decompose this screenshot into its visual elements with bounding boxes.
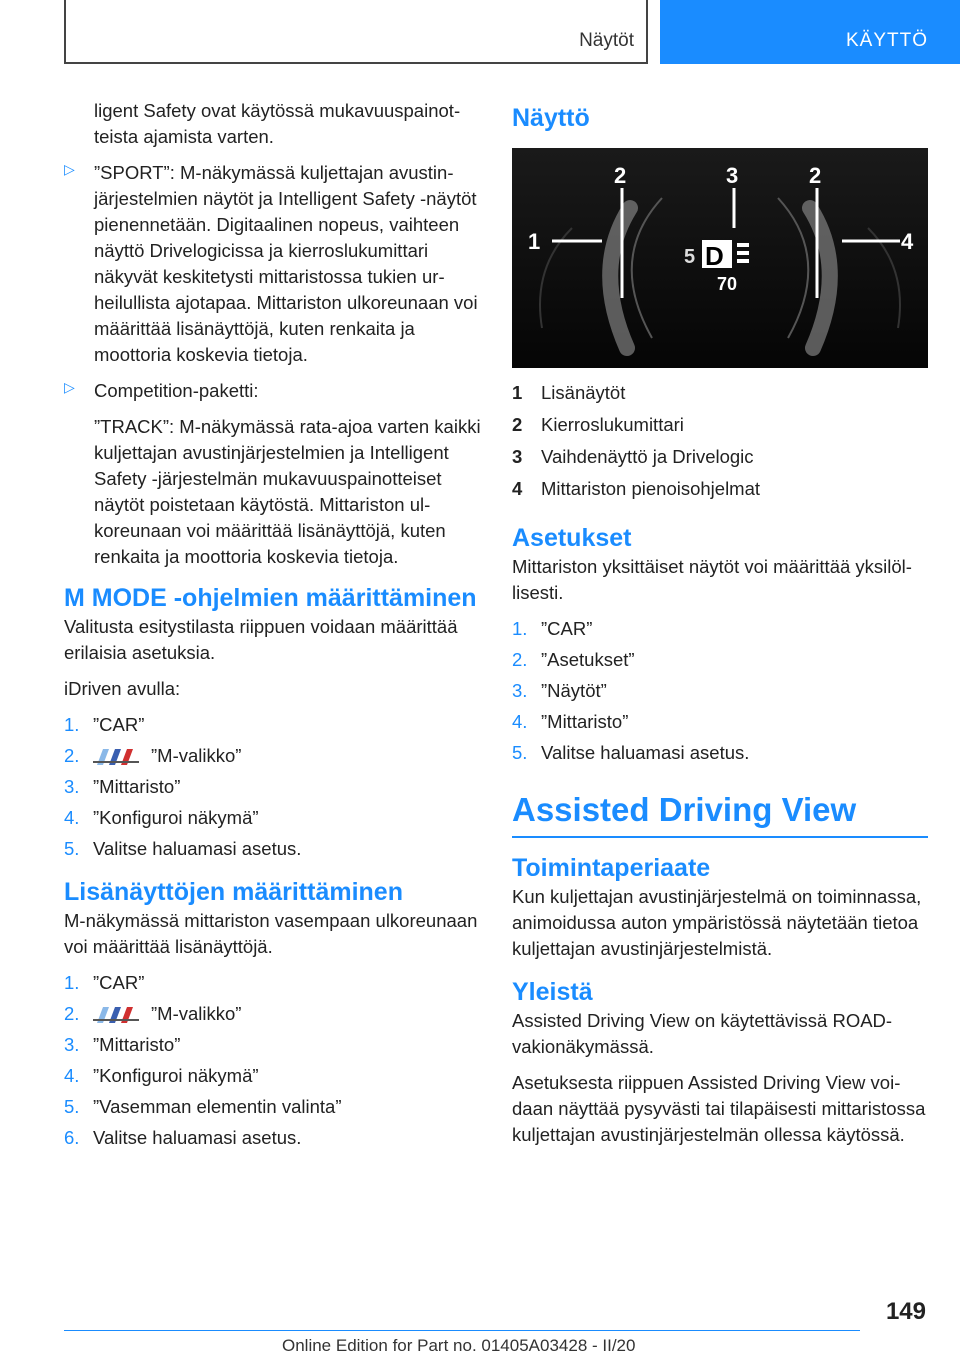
page-number: 149 xyxy=(885,1298,926,1325)
list-item: 4. ”Konfiguroi näkymä” xyxy=(64,807,259,828)
list-item: 2 Kierroslukumittari xyxy=(512,414,684,435)
callout-1: 1 xyxy=(528,229,541,254)
callout-3: 3 xyxy=(726,163,739,188)
triangle-bullet-icon: ▷ xyxy=(64,379,75,395)
triangle-bullet-icon: ▷ xyxy=(64,161,75,177)
list-item: 3. ”Mittaristo” xyxy=(64,1034,181,1055)
competition-label: Competition-paketti: xyxy=(94,380,259,401)
principle-text: Kun kuljettajan avustinjärjestelmä on toiminnassa, animoidussa auton ympäristössä näytetään tietoa kuljettajan avustinjärjestelmistä. xyxy=(512,886,922,959)
idrive-label: iDriven avulla: xyxy=(64,678,181,699)
principle-heading: Toimintaperiaate xyxy=(512,854,711,882)
section-divider xyxy=(512,836,928,838)
gear-indicator: D xyxy=(705,241,724,271)
header-section-label: Näytöt xyxy=(579,30,634,51)
sport-item xyxy=(64,160,484,368)
right-column xyxy=(512,102,928,1158)
callout-4: 4 xyxy=(901,229,914,254)
mmode-heading: M MODE -ohjelmien määrittäminen xyxy=(64,584,477,612)
list-item: 1. ”CAR” xyxy=(512,618,593,639)
instrument-cluster-figure xyxy=(512,148,928,368)
continued-paragraph: ligent Safety ovat käytössä mukavuuspainotteista ajamista varten. xyxy=(94,100,461,147)
list-item: 5. ”Vasemman elementin valinta” xyxy=(64,1096,342,1117)
header-chapter-tab xyxy=(660,0,960,64)
general-heading: Yleistä xyxy=(512,978,593,1006)
callout-2-left: 2 xyxy=(614,163,627,188)
list-item: 4 Mittariston pienoisohjelmat xyxy=(512,478,761,499)
list-item: 2. ”M-valikko” xyxy=(64,745,242,766)
settings-heading: Asetukset xyxy=(512,524,632,552)
list-item: 1 Lisänäytöt xyxy=(512,382,626,403)
list-item: 2. ”M-valikko” xyxy=(64,1003,242,1024)
list-item: 3. ”Mittaristo” xyxy=(64,776,181,797)
callout-2-right: 2 xyxy=(809,163,822,188)
list-item: 5. Valitse haluamasi asetus. xyxy=(512,742,750,763)
extra-steps xyxy=(64,970,484,1151)
list-item: 3 Vaihdenäyttö ja Drivelogic xyxy=(512,446,754,467)
track-text: ”TRACK”: M-näkymässä rata-ajoa varten kaikki kuljettajan avustinjärjestelmien ja Intelligent Safety -järjestelmän mukavuuspainotteiset näytöt poistetaan käytöstä. Mittariston ulkoreunaan voi määrittää lisänäyttöjä, kuten renkaita ja moottoria koskevia tietoja. xyxy=(94,416,481,567)
competition-item xyxy=(64,378,484,570)
header-chapter-label: KÄYTTÖ xyxy=(845,30,928,51)
footer-divider xyxy=(64,1330,860,1331)
list-item: 1. ”CAR” xyxy=(64,972,145,993)
figure-legend xyxy=(512,380,928,502)
list-item: 5. Valitse haluamasi asetus. xyxy=(64,838,302,859)
digital-speed: 70 xyxy=(717,274,738,294)
adv-heading: Assisted Driving View xyxy=(512,791,857,828)
general-text-1: Assisted Driving View on käytettävissä ROAD-vakionäkymässä. xyxy=(512,1010,893,1057)
mmode-steps xyxy=(64,712,484,862)
prev-gear: 5 xyxy=(684,246,696,268)
list-item: 1. ”CAR” xyxy=(64,714,145,735)
extra-displays-heading: Lisänäyttöjen määrittäminen xyxy=(64,878,403,906)
left-column xyxy=(64,98,484,1161)
extra-intro: M-näkymässä mittariston vasempaan ulkoreunaan voi määrittää lisänäyttöjä. xyxy=(64,910,478,957)
sport-text: ”SPORT”: M-näkymässä kuljettajan avustinjärjestelmien näytöt ja Intelligent Safety -näytöt pienennetään. Digitaalinen nopeus, vaihteen näyttö Drivelogicissa ja kierroslukumittari näkyvät keskitetysti mittaristossa tukien urheilullista ajotapaa. Mittariston ulkoreunaan voi määrittää lisänäyttöjä, kuten renkaita ja moottoria koskevia tietoja. xyxy=(94,162,478,365)
list-item: 4. ”Konfiguroi näkymä” xyxy=(64,1065,259,1086)
settings-intro: Mittariston yksittäiset näytöt voi määrittää yksilöllisesti. xyxy=(512,556,912,603)
edition-footer: Online Edition for Part no. 01405A03428 - II/20 xyxy=(282,1336,636,1355)
list-item: 6. Valitse haluamasi asetus. xyxy=(64,1127,302,1148)
display-heading: Näyttö xyxy=(512,104,590,132)
list-item: 2. ”Asetukset” xyxy=(512,649,635,670)
general-text-2: Asetuksesta riippuen Assisted Driving View voidaan näyttää pysyvästi tai tilapäisesti mittaristossa kuljettajan avustinjärjestelmän ollessa käytössä. xyxy=(512,1072,926,1145)
m-logo-icon xyxy=(93,748,139,766)
m-logo-icon xyxy=(93,1006,139,1024)
settings-steps xyxy=(512,616,928,766)
list-item: 4. ”Mittaristo” xyxy=(512,711,629,732)
header-section-tab xyxy=(64,0,648,64)
mmode-intro: Valitusta esitystilasta riippuen voidaan määrittää erilaisia asetuksia. xyxy=(64,616,458,663)
list-item: 3. ”Näytöt” xyxy=(512,680,607,701)
